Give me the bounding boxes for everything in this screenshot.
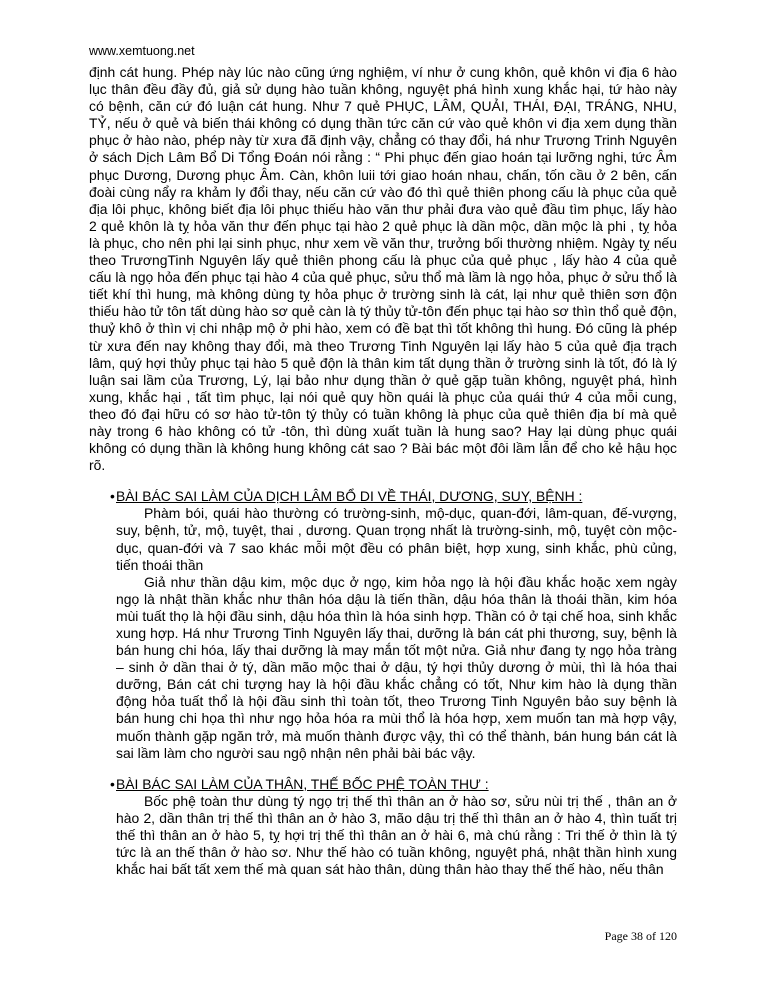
section-heading: BÀI BÁC SAI LÀM CỦA DỊCH LÂM BỔ DI VỀ THÁI, DƯƠNG, SUY, BỆNH : — [116, 488, 583, 505]
page-number: Page 38 of 120 — [604, 929, 677, 943]
section-than-the — [89, 776, 677, 879]
bullet-icon: • — [110, 775, 115, 792]
section-thai-duong — [89, 488, 677, 762]
section-heading: BÀI BÁC SAI LÀM CỦA THÂN, THẾ BỐC PHỆ TOÀN THƯ : — [116, 775, 489, 792]
paragraph: Bốc phệ toàn thư dùng tý ngọ trị thế thì thân an ở hào sơ, sửu nùi trị thế , thân an ở hào 2, dần thân trị thế thì thân an ở hào 3, mão dậu trị thế thì thân an ở hào 4, thìn tuất trị thế thì thân an ở hào 5, tỵ hợi trị thế thì thân an ở hài 6, mà chú rằng : Tri thế ở thìn là tý tức là an thế thân ở hào sơ. Như thế hào có tuần không, nguyệt phá, nhật thần hình xung khắc hai bất tất xem thế mà quan sát hào thân, dùng thân hào thay thế thế hào, nếu thân — [116, 792, 677, 878]
body-text — [89, 64, 677, 878]
bullet-icon: • — [110, 488, 115, 505]
intro-paragraph: định cát hung. Phép này lúc nào cũng ứng nghiệm, ví như ở cung khôn, quẻ khôn vi địa 6 hào lục thân đều đầy đủ, giả sử dụng hào tuần không, nguyệt phá hình xung khắc hại, tứ hào này có bệnh, căn cứ đó luận cát hung. Như 7 quẻ PHỤC, LÂM, QUẢI, THÁI, ĐẠI, TRÁNG, NHU, TỶ, nếu ở quẻ và biến thái không có dụng thần tức căn cứ vào quẻ khôn vi địa xem dụng thần phục ở hào nào, phép này từ xưa đã định vậy, chẳng có thay đổi, há như Trương Trinh Nguyên ở sách Dịch Lâm Bổ Di Tổng Đoán nói rằng : “ Phi phục đến giao hoán tại lưỡng nghi, tức Âm phục Dương, Dương phục Âm. Càn, khôn luii tới giao hoán nhau, chấn, tốn cầu ở 2 bên, cấn đoài cùng nẩy ra khảm ly đổi thay, nếu căn cứ vào đó thì quẻ thiên phong cấu là phục của quẻ địa lôi phục, không biết địa lôi phục thiếu hào văn thư phải đưa vào quẻ đầu tìm phục, lấy hào 2 quẻ khôn là tỵ hỏa văn thư đến phục tại hào 2 quẻ phục là dần mộc, dần mộc là phi , tỵ hỏa là phục, cho nên phi lại sinh phục, như xem về văn thư, trưởng bối thường nhiệm. Ngày tỵ nếu theo TrươngTinh Nguyên lấy quẻ thiên phong cấu là phục của quẻ phục , lấy hào 4 của quẻ cấu là ngọ hỏa đến phục tại hào 4 của quẻ phục, sửu thổ mà lầm là ngọ hỏa, phục ở sửu thổ là tiết khí thì hung, mà không dùng tỵ hỏa phục ở trường sinh là cát, lại như quẻ thiên sơn độn thiếu hào tử tôn tất dùng hào sơ quẻ càn là tý thủy tử-tôn đến phục tại hào sơ thìn thổ quẻ độn, thuỷ khô ở thìn vị chi nhập mộ ở phi hào, xem có đề bạt thì tốt không thì hung. Đó cũng là phép từ xưa đến nay không thay đổi, mà theo Trương Tinh Nguyên lại lấy hào 5 của quẻ địa trạch lâm, quý hợi thủy phục tại hào 5 quẻ độn là thân kim tất dụng thần ở trường sinh là tốt, đó là lý luận sai lầm của Trương, Lý, lại bảo như dụng thần ở quẻ gặp tuần không, nguyệt phá, hình xung, khắc hại , tất tìm phục, lại nói quẻ quy hồn quái là phục của quái thứ 4 của mỗi cung, theo đó đại hữu có sơ hào tử-tôn tý thủy có tuần không là phục của quẻ thiên địa bí mà quẻ này trong 6 hào không có tử -tôn, thì dùng xuất tuần là hung sao? Hay lại dùng phục quái không có dụng thần là không hung không cát sao ? Bài bác một đôi lầm lẫn để cho kẻ hậu học rõ. — [89, 64, 677, 474]
paragraph: Giả như thần dậu kim, mộc dục ở ngọ, kim hỏa ngọ là hội đầu khắc hoặc xem ngày ngọ là nhật thần khắc như thân hóa dậu là tiến thần, dậu hóa thân là thoái thần, kim hóa mùi tuất thọ là hội đầu sinh, dậu hóa thìn là hóa sinh hợp. Thần có ở tại chế hoa, sinh khắc xung hợp. Há như Trương Tinh Nguyên lấy thai, dưỡng là bán cát phi thương, suy, bệnh là bán hung chi hóa, lấy thai dưỡng là may mắn tốt một nửa. Giả như đang tỵ ngọ hỏa tràng – sinh ở dần thai ở tý, dần mão mộc thai ở dậu, tý hợi thủy dương ở mùi, thì là hóa thai dưỡng, Bán cát chi tượng hay là hội đầu khắc chẳng có tốt, Như kim hào là dụng thần động hỏa tuất thổ là hội đầu sinh thì toàn tốt, theo Trương Tinh Nguyên bảo suy bệnh là bán hung chi họa thì như ngọ hỏa hóa ra mùi thổ là hóa hợp, xem muốn tan mà hợp vậy, muốn thành gặp ngăn trở, mà muốn thành được vậy, thì có thể thành, bán hung bán cát là sai lầm làm cho người sau ngộ nhận nên phải bài bác vậy. — [116, 573, 677, 761]
paragraph: Phàm bói, quái hào thường có trường-sinh, mộ-dục, quan-đới, lâm-quan, đế-vượng, suy, bệnh, tử, mộ, tuyệt, thai , dương. Quan trọng nhất là trường-sinh, mộ, tuyệt còn mộc-dục, quan-đới và 7 sao khác mỗi một đều có phân biệt, hợp xung, sinh khắc, phù củng, tiến thoái thần — [116, 505, 677, 573]
site-url: www.xemtuong.net — [89, 44, 195, 58]
